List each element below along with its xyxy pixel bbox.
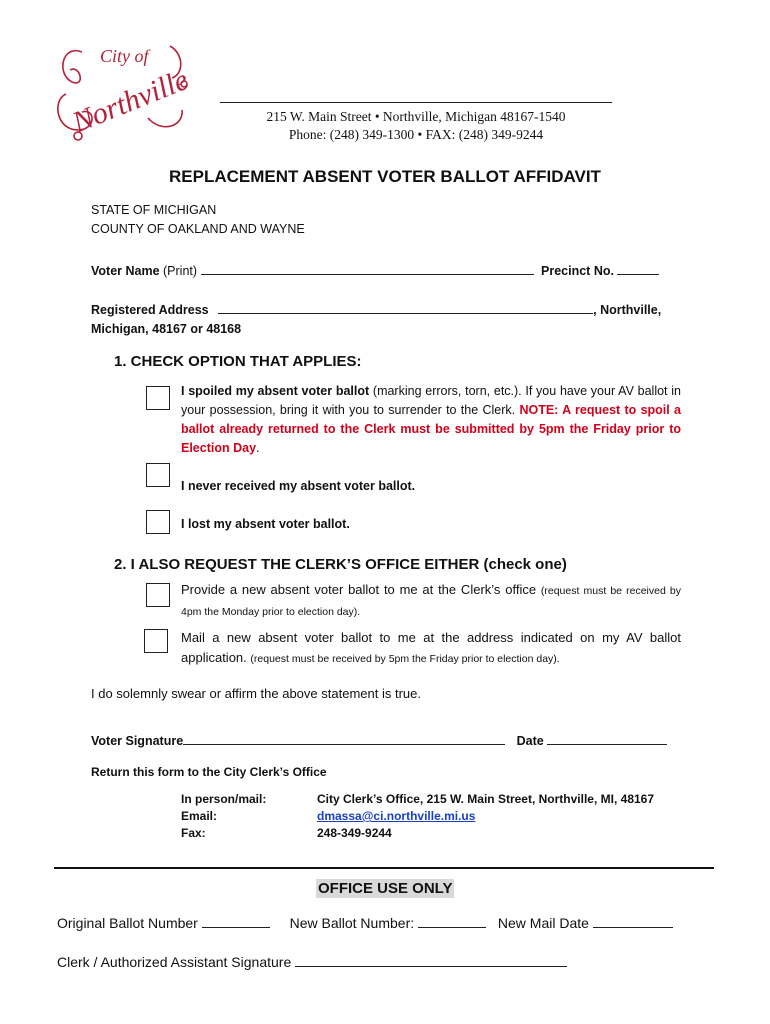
spoiled-end: . [256,441,260,455]
new-ballot-field[interactable] [418,915,486,928]
signature-row [91,732,691,751]
header-address [220,108,612,144]
voter-name-hint: (Print) [159,264,201,278]
mail-desc: Mail a new absent voter ballot to me at the address indicated on my AV ballot application. [181,630,681,665]
section1-heading: 1. CHECK OPTION THAT APPLIES: [114,353,362,370]
clerk-signature-label: Clerk / Authorized Assistant Signature [57,954,296,970]
provide-checkbox[interactable] [146,583,170,607]
logo-city-of: City of [100,46,149,66]
spoiled-bold: I spoiled my absent voter ballot [181,384,370,398]
fax-label: Fax: [181,826,206,840]
provide-deadline: (request must be received by 4pm the Monday prior to election day). [181,585,681,618]
lost-text: I lost my absent voter ballot. [181,517,350,531]
registered-address-row [91,301,691,339]
city-logo [52,34,192,144]
state-county [91,201,305,239]
email-label: Email: [181,809,218,823]
in-person-value: City Clerk’s Office, 215 W. Main Street, Northville, MI, 48167 [317,792,655,806]
voter-name-row [91,262,681,281]
provide-desc: Provide a new absent voter ballot to me at the Clerk’s office [181,582,541,597]
spoiled-checkbox[interactable] [146,386,170,410]
mail-checkbox[interactable] [144,629,168,653]
swear-statement: I do solemnly swear or affirm the above statement is true. [91,686,421,701]
registered-address-label: Registered Address [91,303,209,317]
new-mail-date-field[interactable] [593,915,673,928]
voter-signature-field[interactable] [183,732,505,745]
spoiled-option-text [181,382,681,458]
fax-value: 248-349-9244 [317,826,392,840]
return-values [317,791,654,842]
date-label: Date [516,734,548,748]
return-labels [181,791,266,842]
form-title: REPLACEMENT ABSENT VOTER BALLOT AFFIDAVIT [169,167,601,186]
clerk-signature-row [57,954,697,970]
section2-heading: 2. I ALSO REQUEST THE CLERK’S OFFICE EITHER (check one) [114,556,567,573]
in-person-label: In person/mail: [181,792,267,806]
new-ballot-label: New Ballot Number: [289,915,419,931]
precinct-label: Precinct No. [541,264,618,278]
email-link[interactable]: dmassa@ci.northville.mi.us [317,809,476,823]
spoiled-note: NOTE: A request to spoil a ballot already returned to the Clerk must be submitted by 5pm the Friday prior to Election Day [181,403,681,455]
registered-address-field[interactable] [218,301,593,314]
phone-line: Phone: (248) 349-1300 • FAX: (248) 349-9244 [288,127,544,142]
registered-city: Michigan, 48167 or 48168 [91,322,242,336]
provide-option-text [181,580,681,622]
registered-suffix: , Northville, [593,303,662,317]
spoiled-desc: (marking errors, torn, etc.). If you have your AV ballot in your possession, bring it with you to surrender to the Clerk. [181,384,681,417]
mail-option-text [181,628,681,669]
county-label: COUNTY OF OAKLAND AND WAYNE [91,222,305,236]
office-ballot-row [57,915,697,931]
date-field[interactable] [547,732,667,745]
city-logo-art [52,34,192,144]
voter-name-label: Voter Name [91,264,160,278]
office-divider [54,867,714,869]
lost-checkbox[interactable] [146,510,170,534]
new-mail-date-label: New Mail Date [497,915,593,931]
never-received-text: I never received my absent voter ballot. [181,479,416,493]
voter-signature-label: Voter Signature [91,734,184,748]
state-label: STATE OF MICHIGAN [91,203,217,217]
address-line: 215 W. Main Street • Northville, Michigan 48167-1540 [266,109,566,124]
original-ballot-label: Original Ballot Number [57,915,202,931]
clerk-signature-field[interactable] [295,954,567,967]
never-received-checkbox[interactable] [146,463,170,487]
original-ballot-field[interactable] [202,915,270,928]
header-rule [220,102,612,103]
return-heading: Return this form to the City Clerk’s Office [91,765,327,779]
office-use-heading: OFFICE USE ONLY [318,880,453,897]
logo-northville: Northville [67,63,192,140]
precinct-field[interactable] [617,262,659,275]
voter-name-field[interactable] [201,262,534,275]
mail-deadline: (request must be received by 5pm the Friday prior to election day). [250,653,560,665]
